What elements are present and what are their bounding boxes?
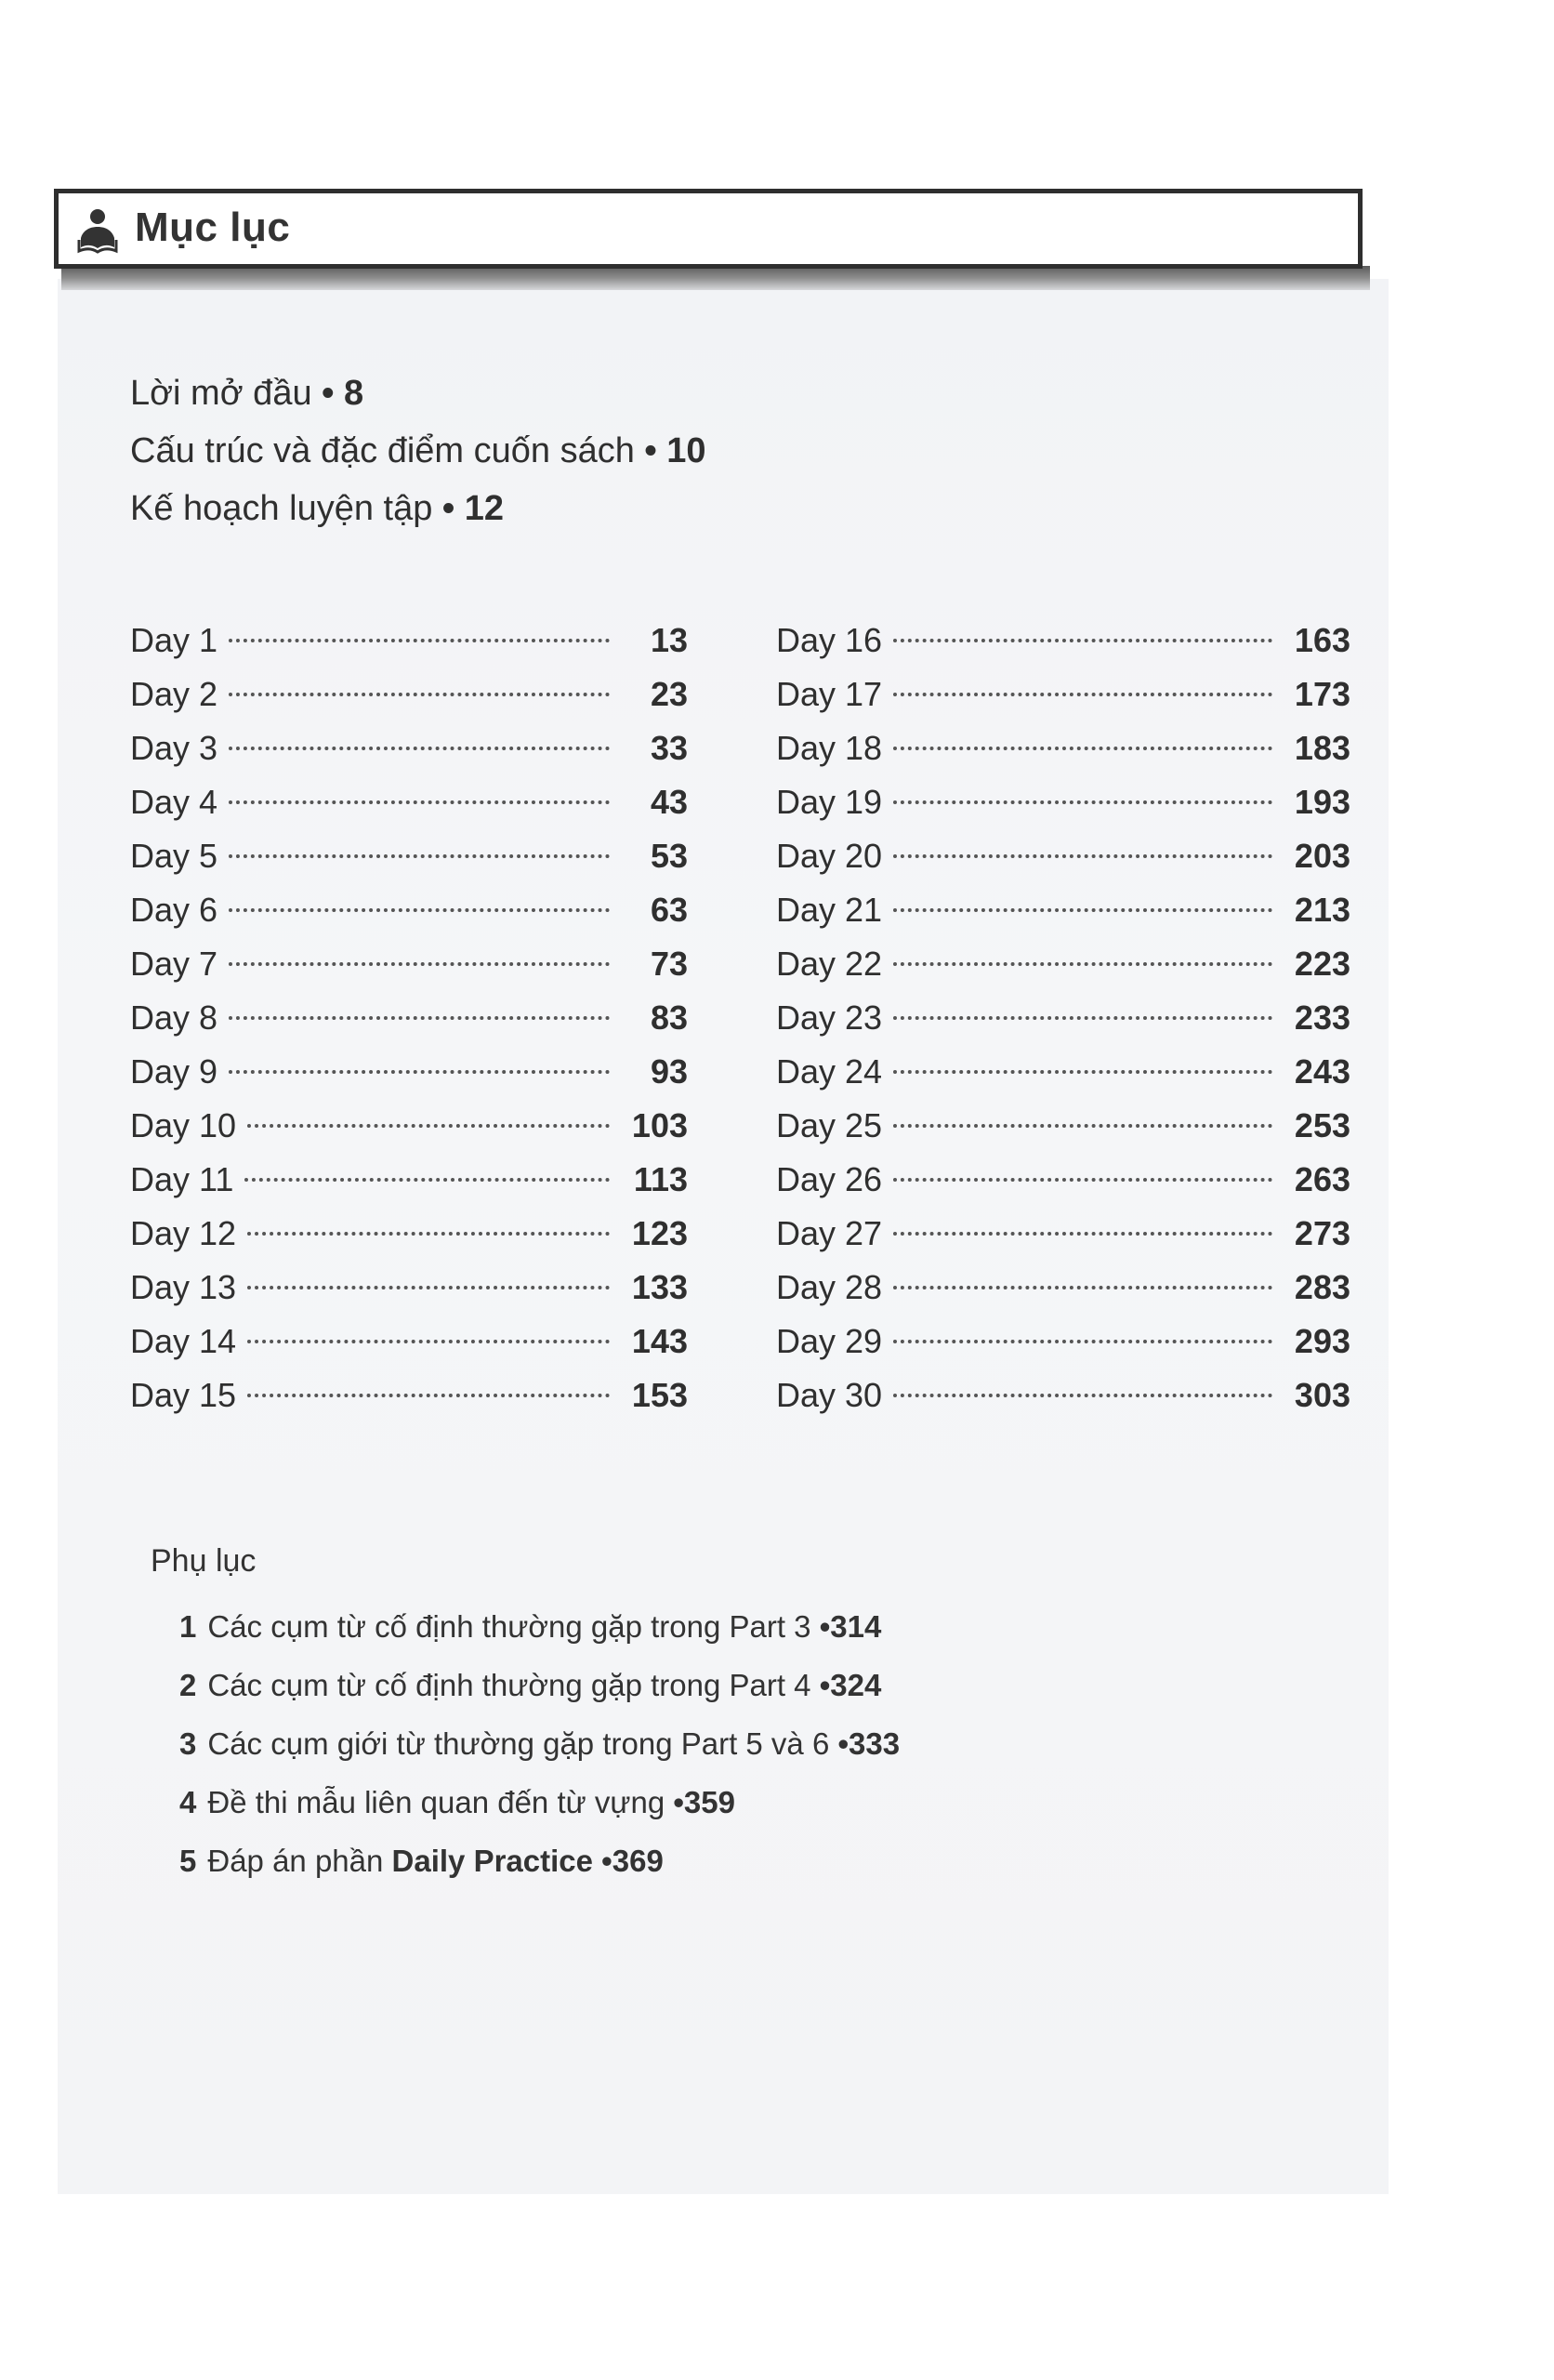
- day-label: Day 11: [130, 1160, 234, 1198]
- day-page-number: 263: [1294, 1160, 1350, 1198]
- dot-leader: [247, 1340, 610, 1343]
- dot-leader: [893, 908, 1272, 912]
- bullet-separator: •: [322, 374, 335, 413]
- day-entry[interactable]: [130, 675, 688, 729]
- day-page-number: 53: [650, 837, 688, 875]
- appendix-page: 314: [830, 1609, 882, 1644]
- day-entry[interactable]: [130, 1106, 688, 1160]
- day-label: Day 16: [776, 621, 883, 659]
- dot-leader: [247, 1286, 610, 1289]
- dot-leader: [893, 1070, 1272, 1074]
- dot-leader: [893, 1232, 1272, 1236]
- dot-leader: [229, 908, 610, 912]
- day-entry[interactable]: [130, 891, 688, 945]
- appendix-number: 4: [179, 1785, 197, 1819]
- dot-leader: [229, 962, 610, 966]
- appendix-title-text: Các cụm từ cố định thường gặp trong Part 3: [207, 1609, 811, 1644]
- appendix-page: 369: [612, 1844, 664, 1878]
- bullet-separator: •: [601, 1844, 612, 1878]
- day-entry[interactable]: [130, 1376, 688, 1430]
- day-label: Day 1: [130, 621, 218, 659]
- day-entry[interactable]: [776, 675, 1350, 729]
- bullet-separator: •: [837, 1726, 849, 1761]
- appendix-list: [179, 1597, 900, 1890]
- dot-leader: [893, 1178, 1272, 1182]
- dot-leader: [244, 1178, 610, 1182]
- appendix-entry[interactable]: [179, 1773, 900, 1831]
- toc-header: [54, 189, 1363, 269]
- day-label: Day 29: [776, 1322, 883, 1360]
- day-entry[interactable]: [130, 837, 688, 891]
- day-entry[interactable]: [776, 1268, 1350, 1322]
- appendix-title: Phụ lục: [151, 1543, 257, 1579]
- day-label: Day 2: [130, 675, 218, 713]
- appendix-number: 1: [179, 1609, 197, 1644]
- bullet-separator: •: [644, 431, 657, 470]
- page-title: Mục lục: [135, 205, 291, 250]
- day-page-number: 33: [650, 729, 688, 767]
- dot-leader: [893, 962, 1272, 966]
- day-entry[interactable]: [776, 729, 1350, 783]
- dot-leader: [893, 693, 1272, 696]
- day-entry[interactable]: [776, 1106, 1350, 1160]
- day-label: Day 18: [776, 729, 883, 767]
- day-page-number: 123: [631, 1214, 688, 1252]
- day-page-number: 113: [633, 1160, 688, 1198]
- appendix-emphasis: Daily Practice: [391, 1844, 593, 1878]
- day-entry[interactable]: [130, 998, 688, 1052]
- toc-entry-page: 8: [344, 374, 364, 413]
- days-column-right: [776, 621, 1350, 1430]
- bullet-separator: •: [819, 1668, 831, 1702]
- day-page-number: 173: [1294, 675, 1350, 713]
- dot-leader: [893, 1340, 1272, 1343]
- day-label: Day 17: [776, 675, 883, 713]
- day-label: Day 28: [776, 1268, 883, 1306]
- dot-leader: [893, 1016, 1272, 1020]
- day-entry[interactable]: [130, 729, 688, 783]
- appendix-page: 333: [849, 1726, 901, 1761]
- day-entry[interactable]: [130, 1052, 688, 1106]
- day-label: Day 20: [776, 837, 883, 875]
- appendix-number: 3: [179, 1726, 197, 1761]
- dot-leader: [247, 1124, 610, 1128]
- day-entry[interactable]: [776, 998, 1350, 1052]
- dot-leader: [893, 1286, 1272, 1289]
- day-label: Day 24: [776, 1052, 883, 1091]
- day-entry[interactable]: [776, 783, 1350, 837]
- dot-leader: [893, 639, 1272, 642]
- day-entry[interactable]: [130, 945, 688, 998]
- day-label: Day 25: [776, 1106, 883, 1144]
- day-page-number: 183: [1294, 729, 1350, 767]
- header-shadow: [61, 266, 1370, 290]
- dot-leader: [247, 1394, 610, 1397]
- day-entry[interactable]: [130, 783, 688, 837]
- day-label: Day 3: [130, 729, 218, 767]
- day-page-number: 143: [631, 1322, 688, 1360]
- day-label: Day 19: [776, 783, 883, 821]
- appendix-page: 324: [830, 1668, 882, 1702]
- dot-leader: [893, 1394, 1272, 1397]
- appendix-title-text: Đề thi mẫu liên quan đến từ vựng: [207, 1785, 665, 1819]
- day-page-number: 13: [650, 621, 688, 659]
- day-label: Day 23: [776, 998, 883, 1037]
- dot-leader: [229, 1016, 610, 1020]
- appendix-page: 359: [683, 1785, 735, 1819]
- dot-leader: [229, 854, 610, 858]
- day-entry[interactable]: [776, 1376, 1350, 1430]
- bullet-separator: •: [819, 1609, 831, 1644]
- day-label: Day 4: [130, 783, 218, 821]
- day-page-number: 293: [1294, 1322, 1350, 1360]
- day-page-number: 303: [1294, 1376, 1350, 1414]
- day-page-number: 233: [1294, 998, 1350, 1037]
- day-entry[interactable]: [130, 1268, 688, 1322]
- day-entry[interactable]: [776, 1214, 1350, 1268]
- toc-entry[interactable]: [130, 364, 706, 422]
- day-entry[interactable]: [776, 1160, 1350, 1214]
- day-label: Day 13: [130, 1268, 237, 1306]
- day-label: Day 21: [776, 891, 883, 929]
- toc-entry-title: Cấu trúc và đặc điểm cuốn sách: [130, 431, 635, 470]
- day-label: Day 22: [776, 945, 883, 983]
- day-entry[interactable]: [776, 1322, 1350, 1376]
- day-entry[interactable]: [130, 621, 688, 675]
- day-page-number: 43: [650, 783, 688, 821]
- day-entry[interactable]: [776, 837, 1350, 891]
- day-page-number: 253: [1294, 1106, 1350, 1144]
- reader-icon: [73, 206, 122, 255]
- day-page-number: 133: [631, 1268, 688, 1306]
- day-entry[interactable]: [130, 1322, 688, 1376]
- day-entry[interactable]: [776, 621, 1350, 675]
- appendix-title-text: Các cụm từ cố định thường gặp trong Part 4: [207, 1668, 811, 1702]
- appendix-number: 5: [179, 1844, 197, 1878]
- day-page-number: 63: [650, 891, 688, 929]
- appendix-entry[interactable]: [179, 1831, 900, 1890]
- dot-leader: [229, 693, 610, 696]
- dot-leader: [229, 800, 610, 804]
- intro-section: [130, 364, 706, 537]
- toc-entry-page: 10: [666, 431, 706, 470]
- toc-entry-title: Lời mở đầu: [130, 374, 312, 413]
- appendix-number: 2: [179, 1668, 197, 1702]
- day-entry[interactable]: [130, 1160, 688, 1214]
- appendix-title-text: Các cụm giới từ thường gặp trong Part 5 và 6: [207, 1726, 830, 1761]
- day-page-number: 243: [1294, 1052, 1350, 1091]
- day-page-number: 93: [650, 1052, 688, 1091]
- day-page-number: 223: [1294, 945, 1350, 983]
- day-label: Day 8: [130, 998, 218, 1037]
- dot-leader: [229, 1070, 610, 1074]
- bullet-separator: •: [673, 1785, 684, 1819]
- toc-entry-title: Kế hoạch luyện tập: [130, 489, 433, 528]
- day-label: Day 15: [130, 1376, 237, 1414]
- toc-entry[interactable]: [130, 422, 706, 480]
- day-label: Day 6: [130, 891, 218, 929]
- bullet-separator: •: [441, 489, 455, 528]
- dot-leader: [229, 747, 610, 750]
- day-label: Day 10: [130, 1106, 237, 1144]
- day-label: Day 5: [130, 837, 218, 875]
- day-label: Day 26: [776, 1160, 883, 1198]
- day-label: Day 14: [130, 1322, 237, 1360]
- appendix-entry[interactable]: [179, 1714, 900, 1773]
- appendix-title-text: Đáp án phần: [207, 1844, 384, 1878]
- dot-leader: [893, 747, 1272, 750]
- days-column-left: [130, 621, 688, 1430]
- dot-leader: [247, 1232, 610, 1236]
- day-page-number: 273: [1294, 1214, 1350, 1252]
- day-page-number: 83: [650, 998, 688, 1037]
- day-label: Day 9: [130, 1052, 218, 1091]
- day-page-number: 283: [1294, 1268, 1350, 1306]
- dot-leader: [893, 854, 1272, 858]
- day-label: Day 30: [776, 1376, 883, 1414]
- day-entry[interactable]: [130, 1214, 688, 1268]
- toc-entry-page: 12: [464, 489, 505, 528]
- day-page-number: 23: [650, 675, 688, 713]
- day-page-number: 163: [1294, 621, 1350, 659]
- day-entry[interactable]: [776, 1052, 1350, 1106]
- day-page-number: 203: [1294, 837, 1350, 875]
- day-page-number: 213: [1294, 891, 1350, 929]
- toc-entry[interactable]: [130, 480, 706, 537]
- day-label: Day 27: [776, 1214, 883, 1252]
- appendix-entry[interactable]: [179, 1597, 900, 1656]
- day-page-number: 73: [650, 945, 688, 983]
- dot-leader: [229, 639, 610, 642]
- day-label: Day 7: [130, 945, 218, 983]
- dot-leader: [893, 800, 1272, 804]
- day-entry[interactable]: [776, 945, 1350, 998]
- day-label: Day 12: [130, 1214, 237, 1252]
- day-entry[interactable]: [776, 891, 1350, 945]
- day-page-number: 103: [631, 1106, 688, 1144]
- day-page-number: 153: [631, 1376, 688, 1414]
- appendix-entry[interactable]: [179, 1656, 900, 1714]
- dot-leader: [893, 1124, 1272, 1128]
- day-page-number: 193: [1294, 783, 1350, 821]
